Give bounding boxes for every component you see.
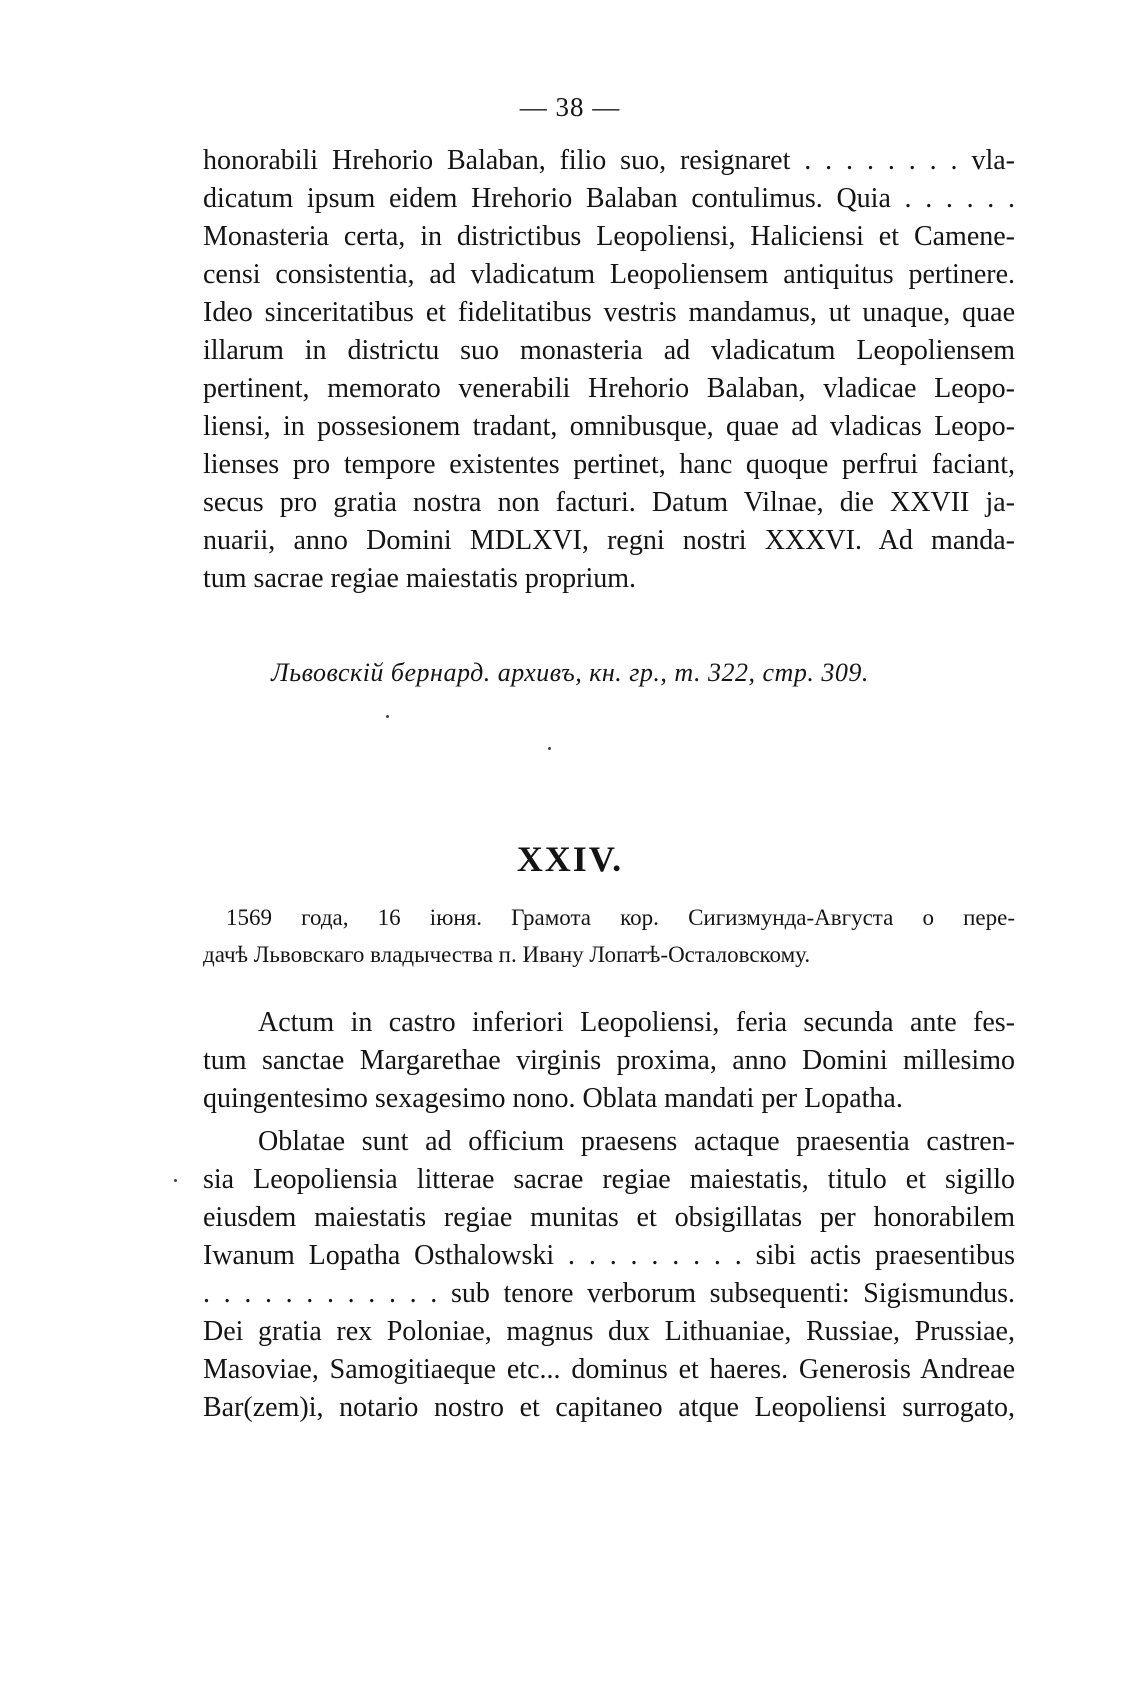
text-line: quingentesimo sexagesimo nono. Oblata mandati per Lopatha. (203, 1083, 903, 1114)
print-speck (548, 747, 551, 750)
page-number: — 38 — (519, 92, 621, 122)
text-line: Iwanum Lopatha Osthalowski . . . . . . . . . sibi actis praesentibus (203, 1240, 1015, 1271)
text-line: secus pro gratia nostra non facturi. Datum Vilnae, die XXVII ja- (203, 487, 1015, 518)
text-line: tum sacrae regiae maiestatis proprium. (203, 563, 637, 594)
text-line: Bar(zem)i, notario nostro et capitaneo atque Leopoliensi surrogato, (203, 1392, 1015, 1423)
text-line: Oblatae sunt ad officium praesens actaque praesentia castren- (258, 1126, 1015, 1157)
print-speck (174, 1179, 177, 1182)
text-line: sia Leopoliensia litterae sacrae regiae maiestatis, titulo et sigillo (203, 1164, 1015, 1195)
heading-line: дачѣ Львовскаго владычества п. Ивану Лопатѣ-Осталовскому. (203, 942, 811, 967)
section-title: XXIV. (516, 839, 624, 879)
text-line: Ideo sinceritatibus et fidelitatibus vestris mandamus, ut unaque, quae (203, 297, 1015, 328)
heading-line: 1569 года, 16 іюня. Грамота кор. Сигизмунда-Августа о пере- (226, 905, 1015, 930)
text-line: tum sanctae Margarethae virginis proxima, anno Domini millesimo (203, 1045, 1015, 1076)
text-line: Actum in castro inferiori Leopoliensi, feria secunda ante fes- (258, 1007, 1015, 1038)
archive-source-note: Львовскій бернард. архивъ, кн. гр., т. 322, стр. 309. (271, 658, 869, 687)
text-line: Monasteria certa, in districtibus Leopoliensi, Haliciensi et Camene- (203, 221, 1015, 252)
text-line: honorabili Hrehorio Balaban, filio suo, resignaret . . . . . . . . vla- (203, 145, 1015, 176)
text-line: pertinent, memorato venerabili Hrehorio Balaban, vladicae Leopo- (203, 373, 1015, 404)
text-line: . . . . . . . . . . . . sub tenore verborum subsequenti: Sigismundus. (203, 1278, 1015, 1309)
text-line: censi consistentia, ad vladicatum Leopoliensem antiquitus pertinere. (203, 259, 1015, 290)
text-line: nuarii, anno Domini MDLXVI, regni nostri XXXVI. Ad manda- (203, 525, 1015, 556)
text-line: eiusdem maiestatis regiae munitas et obsigillatas per honorabilem (203, 1202, 1015, 1233)
text-line: Dei gratia rex Poloniae, magnus dux Lithuaniae, Russiae, Prussiae, (203, 1316, 1015, 1347)
text-line: liensi, in possesionem tradant, omnibusque, quae ad vladicas Leopo- (203, 411, 1015, 442)
print-speck (386, 715, 389, 718)
text-line: illarum in districtu suo monasteria ad vladicatum Leopoliensem (203, 335, 1015, 366)
text-line: lienses pro tempore existentes pertinet, hanc quoque perfrui faciant, (203, 449, 1015, 480)
text-line: Masoviae, Samogitiaeque etc... dominus et haeres. Generosis Andreae (203, 1354, 1015, 1385)
text-line: dicatum ipsum eidem Hrehorio Balaban contulimus. Quia . . . . . . (203, 183, 1015, 214)
